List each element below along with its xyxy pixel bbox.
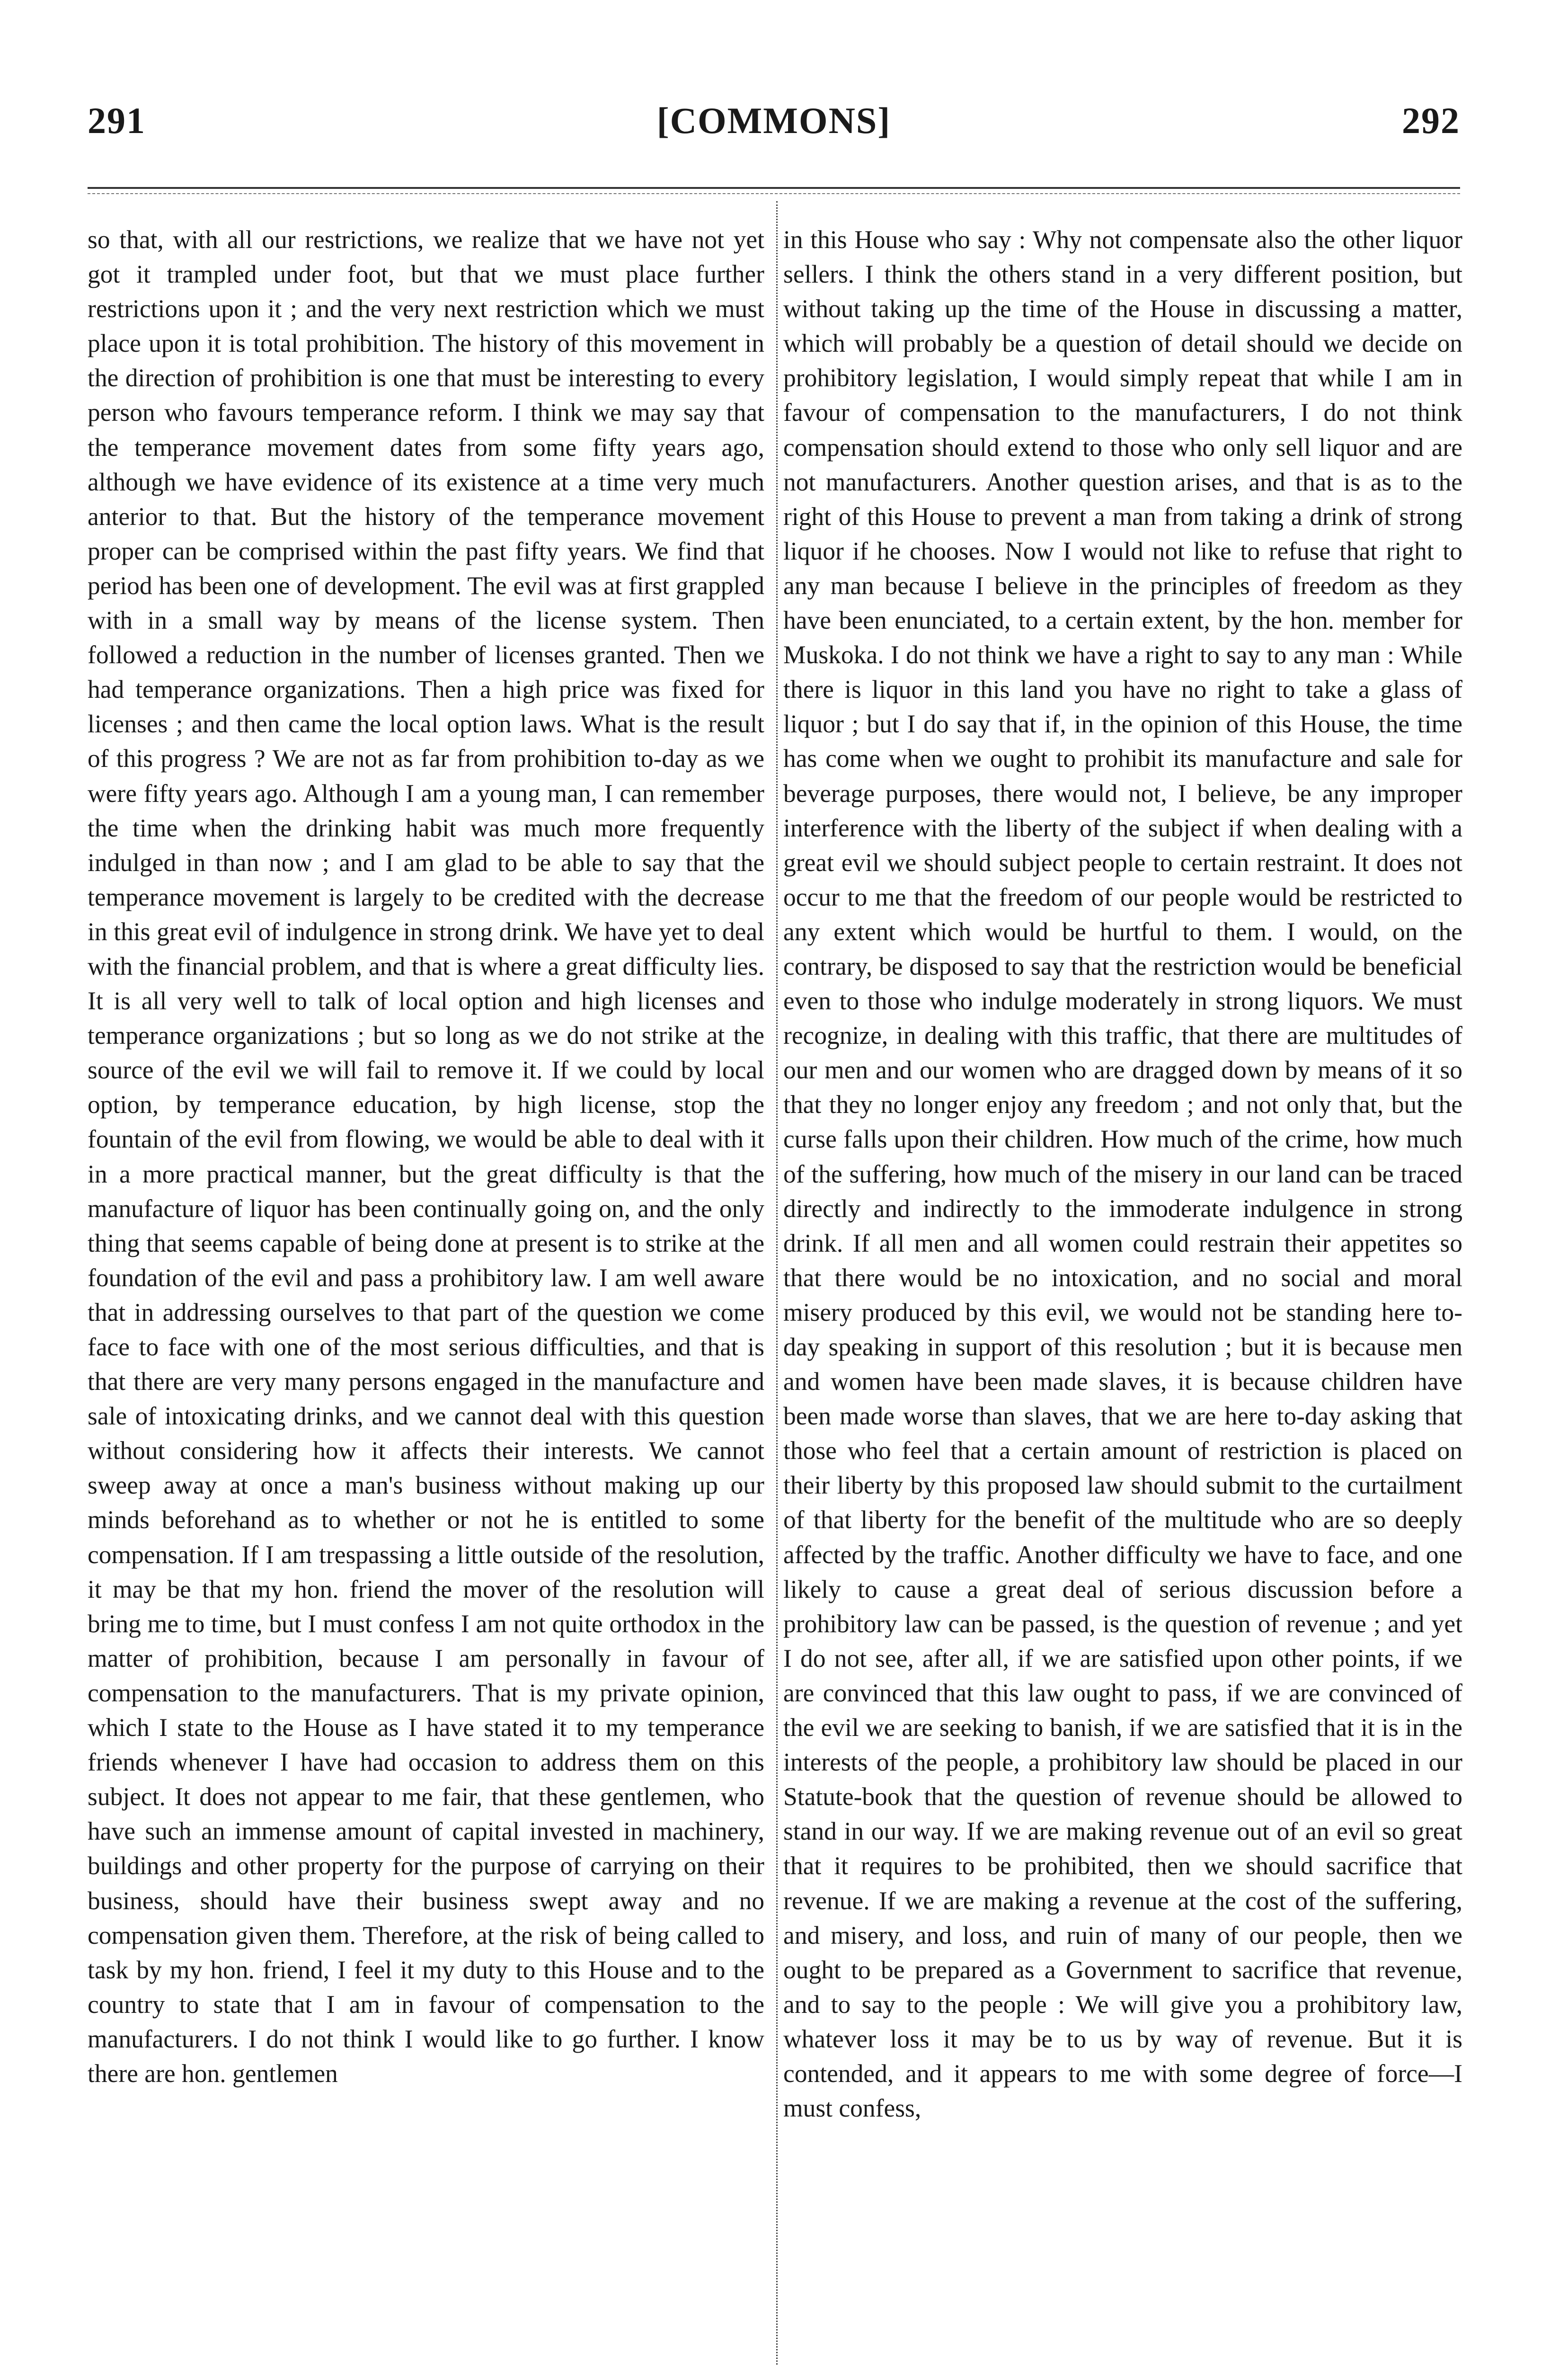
running-title: [COMMONS] [656,100,891,141]
header-rule [88,187,1460,189]
text-column-right [783,222,1462,2367]
page-number-left: 291 [88,100,146,141]
column-divider [776,201,778,2365]
paragraph-right: in this House who say : Why not compensate also the other liquor sellers. I think the others stand in a very different position, but without taking up the time of the House in discussing a matter, which will probably be a question of detail should we decide on prohibitory legislation, I would simply repeat that while I am in favour of compensation to the manufacturers, I do not think compensation should extend to those who only sell liquor and are not manufacturers. Another question arises, and that is as to the right of this House to prevent a man from taking a drink of strong liquor if he chooses. Now I would not like to refuse that right to any man because I believe in the principles of freedom as they have been enunciated, to a certain extent, by the hon. member for Muskoka. I do not think we have a right to say to any man : While there is liquor in this land you have no right to take a glass of liquor ; but I do say that if, in the opinion of this House, the time has come when we ought to prohibit its manufacture and sale for beverage purposes, there would not, I believe, be any improper interference with the liberty of the subject if when dealing with a great evil we should subject people to certain restraint. It does not occur to me that the freedom of our people would be restricted to any extent which would be hurtful to them. I would, on the contrary, be disposed to say that the restriction would be beneficial even to those who indulge moderately in strong liquors. We must recognize, in dealing with this traffic, that there are multitudes of our men and our women who are dragged down by means of it so that they no longer enjoy any freedom ; and not only that, but the curse falls upon their children. How much of the crime, how much of the suffering, how much of the misery in our land can be traced directly and indirectly to the immoderate indulgence in strong drink. If all men and all women could restrain their appetites so that there would be no intoxication, and no social and moral misery produced by this evil, we would not be standing here to-day speaking in support of this resolution ; but it is because men and women have been made slaves, it is because children have been made worse than slaves, that we are here to-day asking that those who feel that a certain amount of restriction is placed on their liberty by this proposed law should submit to the curtailment of that liberty for the benefit of the multitude who are so deeply affected by the traffic. Another difficulty we have to face, and one likely to cause a great deal of serious discussion before a prohibitory law can be passed, is the question of revenue ; and yet I do not see, after all, if we are satisfied upon other points, if we are convinced that this law ought to pass, if we are convinced of the evil we are seeking to banish, if we are satisfied that it is in the interests of the people, a prohibitory law should be placed in our Statute-book that the question of revenue should be allowed to stand in our way. If we are making revenue out of an evil so great that it requires to be prohibited, then we should sacrifice that revenue. If we are making a revenue at the cost of the suffering, and misery, and loss, and ruin of many of our people, then we ought to be prepared as a Government to sacrifice that revenue, and to say to the people : We will give you a prohibitory law, whatever loss it may be to us by way of revenue. But it is contended, and it appears to me with some degree of force—I must confess, [783,225,1462,2123]
text-column-left [88,222,764,2367]
header-rule-dashed [88,193,1460,194]
paragraph-left: so that, with all our restrictions, we realize that we have not yet got it trampled under foot, but that we must place further restrictions upon it ; and the very next restriction which we must place upon it is total prohibition. The history of this movement in the direction of prohibition is one that must be interesting to every person who favours temperance reform. I think we may say that the temperance movement dates from some fifty years ago, although we have evidence of its existence at a time very much anterior to that. But the history of the temperance movement proper can be comprised within the past fifty years. We find that period has been one of development. The evil was at first grappled with in a small way by means of the license system. Then followed a reduction in the number of licenses granted. Then we had temperance organizations. Then a high price was fixed for licenses ; and then came the local option laws. What is the result of this progress ? We are not as far from prohibition to-day as we were fifty years ago. Although I am a young man, I can remember the time when the drinking habit was much more frequently indulged in than now ; and I am glad to be able to say that the temperance movement is largely to be credited with the decrease in this great evil of indulgence in strong drink. We have yet to deal with the financial problem, and that is where a great difficulty lies. It is all very well to talk of local option and high licenses and temperance organizations ; but so long as we do not strike at the source of the evil we will fail to remove it. If we could by local option, by temperance education, by high license, stop the fountain of the evil from flowing, we would be able to deal with it in a more practical manner, but the great difficulty is that the manufacture of liquor has been continually going on, and the only thing that seems capable of being done at present is to strike at the foundation of the evil and pass a prohibitory law. I am well aware that in addressing ourselves to that part of the question we come face to face with one of the most serious difficulties, and that is that there are very many persons engaged in the manufacture and sale of intoxicating drinks, and we cannot deal with this question without considering how it affects their interests. We cannot sweep away at once a man's business without making up our minds beforehand as to whether or not he is entitled to some compensation. If I am trespassing a little outside of the resolution, it may be that my hon. friend the mover of the resolution will bring me to time, but I must confess I am not quite orthodox in the matter of prohibition, because I am personally in favour of compensation to the manufacturers. That is my private opinion, which I state to the House as I have stated it to my temperance friends whenever I have had occasion to address them on this subject. It does not appear to me fair, that these gentlemen, who have such an immense amount of capital invested in machinery, buildings and other property for the purpose of carrying on their business, should have their business swept away and no compensation given them. Therefore, at the risk of being called to task by my hon. friend, I feel it my duty to this House and to the country to state that I am in favour of compensation to the manufacturers. I do not think I would like to go further. I know there are hon. gentlemen [88,225,764,2088]
page-number-right: 292 [1402,100,1460,141]
page-header [88,99,1460,161]
